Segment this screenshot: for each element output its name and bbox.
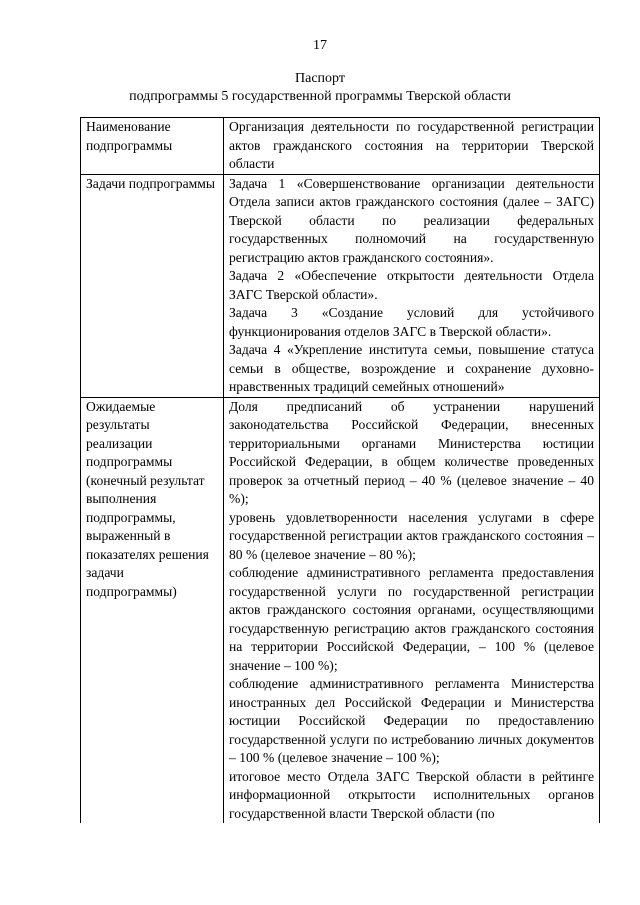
result-2: уровень удовлетворенности населения услугами в сфере государственной регистрации актов гражданского состояния – 80 % (целевое значение – 80 %); [229, 509, 594, 562]
document-subtitle: подпрограммы 5 государственной программы Тверской области [129, 89, 511, 104]
result-1: Доля предписаний об устранении нарушений законодательства Российской Федерации, внесенных территориальными органами Министерства юстиции Российской Федерации, в общем количестве проведенных проверок за отчетный период – 40 % (целевое значение – 40 %); [229, 398, 594, 506]
result-4: соблюдение административного регламента Министерства иностранных дел Российской Федерации и Министерства юстиции Российской Федерации по предоставлению государственной услуги по истребованию личных документов – 100 % (целевое значение – 100 %); [229, 676, 594, 765]
row-content-name [224, 118, 600, 175]
row-content-results [224, 397, 600, 823]
row-content-tasks [224, 174, 600, 397]
table-row-name [81, 118, 600, 175]
table-row-tasks [81, 174, 600, 397]
document-title: Паспорт [295, 71, 345, 86]
result-3: соблюдение административного регламента предоставления государственной услуги по государственной регистрации актов гражданского состояния органами, осуществляющими государственную регистрацию актов гражданского состояния на территории Российской Федерации, – 100 % (целевое значение – 100 %); [229, 565, 594, 673]
task-2: Задача 2 «Обеспечение открытости деятельности Отдела ЗАГС Тверской области». [229, 268, 594, 302]
row-label-tasks: Задачи подпрограммы [81, 174, 224, 397]
task-4: Задача 4 «Укрепление института семьи, повышение статуса семьи в обществе, возрождение и сохранение духовно-нравственных традиций семейных отношений» [229, 342, 594, 394]
table-row-results [81, 397, 600, 823]
result-5: итоговое место Отдела ЗАГС Тверской области в рейтинге информационной открытости исполнительных органов государственной власти Тверской области (по [229, 768, 594, 821]
task-3: Задача 3 «Создание условий для устойчивого функционирования отделов ЗАГС в Тверской области». [229, 305, 594, 339]
row-label-results: Ожидаемые результаты реализации подпрограммы (конечный результат выполнения подпрограммы, выраженный в показателях решения задачи подпрограммы) [81, 397, 224, 823]
row-label-name: Наименование подпрограммы [81, 118, 224, 175]
name-text: Организация деятельности по государственной регистрации актов гражданского состояния на территории Тверской области [229, 119, 594, 171]
passport-table [80, 117, 600, 823]
task-1: Задача 1 «Совершенствование организации деятельности Отдела записи актов гражданского состояния (далее – ЗАГС) Тверской области по реализации федеральных государственных полномочий на государственную регистрацию актов гражданского состояния». [229, 175, 594, 265]
page-number: 17 [313, 38, 327, 53]
